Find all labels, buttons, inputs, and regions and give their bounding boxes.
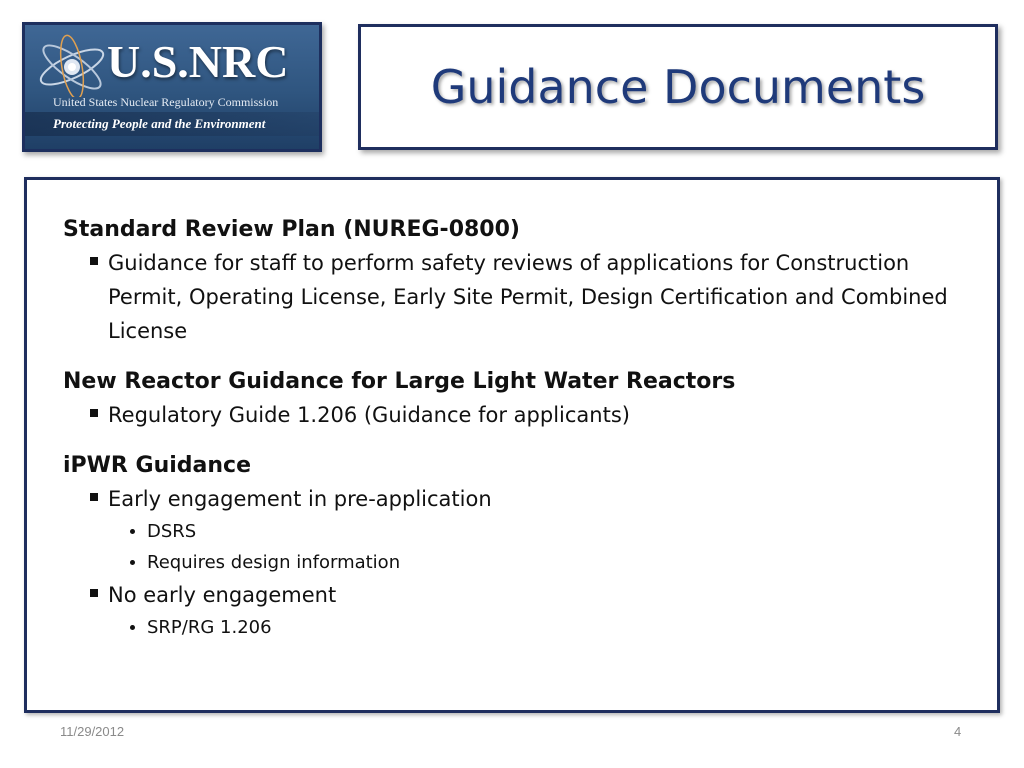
round-bullet-icon [130, 560, 135, 565]
round-bullet-icon [130, 529, 135, 534]
round-bullet-icon [130, 625, 135, 630]
page-number: 4 [954, 724, 962, 739]
sub-list-item-text: DSRS [147, 521, 197, 542]
logo-tagline: Protecting People and the Environment [25, 112, 319, 136]
section-new-reactor-guidance [63, 366, 989, 432]
section-heading: iPWR Guidance [63, 453, 252, 478]
slide-title: Guidance Documents [430, 60, 926, 114]
list-item-text: No early engagement [108, 583, 337, 607]
nrc-logo [22, 22, 322, 152]
list-item [63, 578, 989, 612]
list-item [63, 482, 989, 516]
square-bullet-icon [90, 257, 98, 265]
list-item-text: Regulatory Guide 1.206 (Guidance for applicants) [108, 403, 630, 427]
list-item-text: Early engagement in pre-application [108, 487, 492, 511]
square-bullet-icon [90, 493, 98, 501]
square-bullet-icon [90, 589, 98, 597]
title-box [358, 24, 998, 150]
content-box [24, 177, 1000, 713]
logo-subtitle: United States Nuclear Regulatory Commission [53, 95, 279, 109]
section-heading: New Reactor Guidance for Large Light Water Reactors [63, 369, 736, 394]
list-item-text: Guidance for staff to perform safety reviews of applications for Construction Permit, Operating License, Early Site Permit, Design Certification and Combined License [108, 251, 948, 343]
sub-list-item-text: Requires design information [147, 552, 401, 573]
footer-date: 11/29/2012 [60, 724, 125, 739]
sub-list-item [63, 547, 989, 578]
sub-list-item [63, 612, 989, 643]
atom-icon [33, 33, 111, 97]
square-bullet-icon [90, 409, 98, 417]
sub-list-item [63, 516, 989, 547]
sub-list-item-text: SRP/RG 1.206 [147, 617, 272, 638]
section-ipwr-guidance [63, 450, 989, 643]
list-item [63, 246, 989, 348]
list-item [63, 398, 989, 432]
section-heading: Standard Review Plan (NUREG-0800) [63, 217, 520, 242]
section-standard-review-plan [63, 214, 989, 348]
logo-name: U.S.NRC [107, 36, 289, 87]
